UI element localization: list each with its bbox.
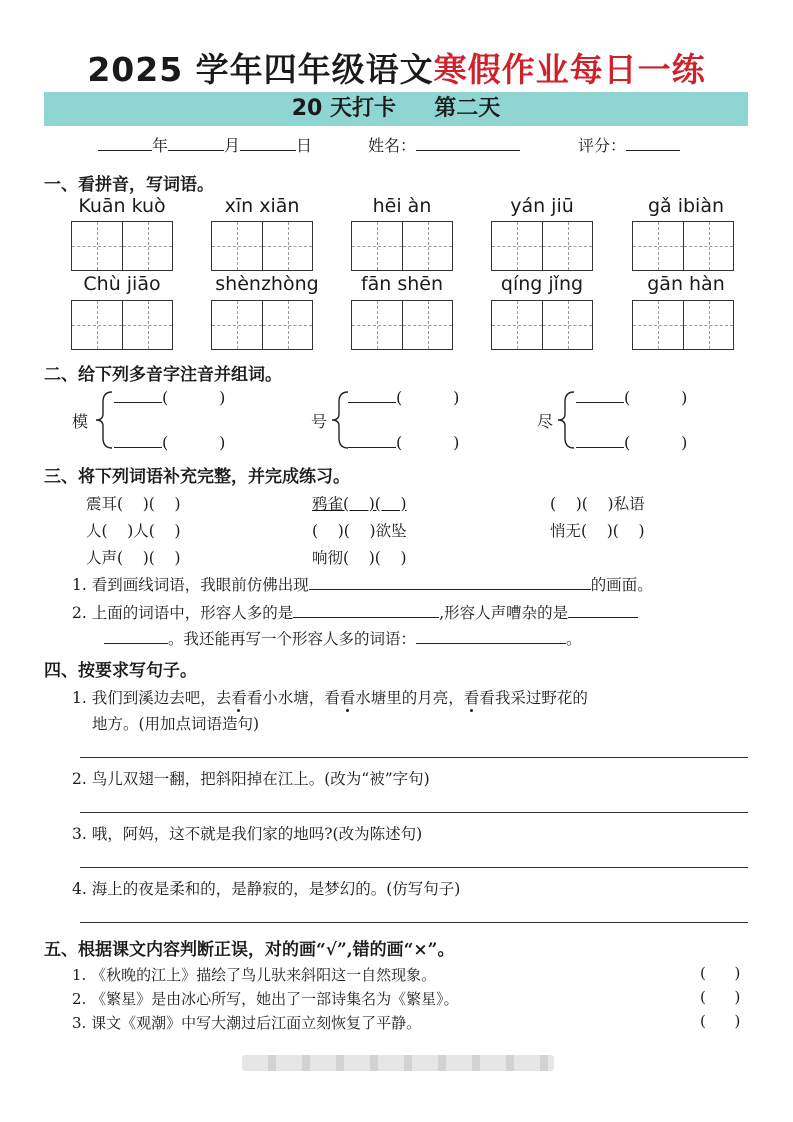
tianzige-grid[interactable] <box>351 300 453 350</box>
idiom-item[interactable]: ( )( )欲坠 <box>312 522 407 540</box>
judge-item-2: 2. 《繁星》是由冰心所写，她出了一部诗集名为《繁星》。 <box>72 990 459 1008</box>
year-label: 年 <box>152 136 169 155</box>
judge-answer-1[interactable]: ( ) <box>700 964 741 982</box>
polyphone-char: 尽 <box>537 412 554 431</box>
judge-item-1: 1. 《秋晚的江上》描绘了鸟儿驮来斜阳这一自然现象。 <box>72 966 437 984</box>
polyphone-row: ( ) <box>114 432 225 452</box>
tianzige-grid[interactable] <box>351 221 453 271</box>
pinyin-4: yán jiū <box>510 195 574 217</box>
answer-line[interactable] <box>80 812 748 813</box>
pinyin-8: fān shēn <box>360 273 444 295</box>
name-row <box>368 133 520 158</box>
title-black: 2025 学年四年级语文 <box>87 50 434 89</box>
polyphone-row: ( ) <box>348 432 459 452</box>
idiom-item[interactable]: 震耳( )( ) <box>86 495 181 513</box>
answer-line[interactable] <box>80 757 748 758</box>
section3-question-2: 2. 上面的词语中，形容人多的是 ,形容人声嘈杂的是 <box>72 601 638 623</box>
pinyin-blank[interactable] <box>576 432 624 448</box>
year-blank[interactable] <box>98 133 152 151</box>
brace-icon <box>330 390 350 450</box>
day-blank[interactable] <box>240 133 296 151</box>
idiom-item[interactable]: 悄无( )( ) <box>550 522 645 540</box>
name-label: 姓名： <box>368 136 417 155</box>
section2-heading: 二、给下列多音字注音并组词。 <box>44 365 282 385</box>
day-label: 日 <box>296 136 313 155</box>
pinyin-10: gān hàn <box>647 273 725 295</box>
pinyin-blank[interactable] <box>114 432 162 448</box>
section1-heading: 一、看拼音，写词语。 <box>44 175 214 195</box>
score-label: 评分： <box>578 136 627 155</box>
tianzige-grid[interactable] <box>632 221 734 271</box>
tianzige-grid[interactable] <box>491 221 593 271</box>
tianzige-grid[interactable] <box>632 300 734 350</box>
dotted-char: 看 <box>464 686 480 708</box>
pinyin-6: Chù jiāo <box>83 273 161 295</box>
month-blank[interactable] <box>168 133 224 151</box>
judge-answer-3[interactable]: ( ) <box>700 1012 741 1030</box>
answer-blank[interactable] <box>568 602 638 618</box>
pinyin-1: Kuān kuò <box>78 195 166 217</box>
section4-question-3: 3. 哦，阿妈，这不就是我们家的地吗?(改为陈述句) <box>72 825 423 843</box>
pinyin-3: hēi àn <box>372 195 432 217</box>
answer-blank[interactable] <box>293 602 439 618</box>
section3-question-2-cont: 。我还能再写一个形容人多的词语： 。 <box>104 627 582 649</box>
score-row <box>578 133 680 158</box>
blurred-watermark <box>242 1055 554 1071</box>
pinyin-2: xīn xiān <box>224 195 300 217</box>
title-red: 寒假作业每日一练 <box>433 50 706 89</box>
pinyin-7: shènzhòng <box>215 273 319 295</box>
polyphone-row: ( ) <box>114 387 225 407</box>
answer-blank[interactable] <box>104 628 168 644</box>
section3-heading: 三、将下列词语补充完整，并完成练习。 <box>44 467 350 487</box>
brace-icon <box>556 390 576 450</box>
section3-question-1: 1. 看到画线词语，我眼前仿佛出现 的画面。 <box>72 576 653 594</box>
polyphone-row: ( ) <box>348 387 459 407</box>
tianzige-grid[interactable] <box>491 300 593 350</box>
brace-icon <box>94 390 114 450</box>
pinyin-blank[interactable] <box>114 387 162 403</box>
tianzige-grid[interactable] <box>211 300 313 350</box>
judge-answer-2[interactable]: ( ) <box>700 988 741 1006</box>
pinyin-9: qíng jǐng <box>500 273 584 295</box>
answer-blank[interactable] <box>309 574 591 590</box>
day-band: 20 天打卡 第二天 <box>44 92 748 126</box>
tianzige-grid[interactable] <box>211 221 313 271</box>
pinyin-blank[interactable] <box>348 432 396 448</box>
answer-blank[interactable] <box>416 628 566 644</box>
polyphone-char: 号 <box>311 412 328 431</box>
polyphone-row: ( ) <box>576 387 687 407</box>
section4-question-4: 4. 海上的夜是柔和的，是静寂的，是梦幻的。(仿写句子) <box>72 880 461 898</box>
answer-line[interactable] <box>80 867 748 868</box>
polyphone-char: 模 <box>72 412 89 431</box>
tianzige-grid[interactable] <box>71 300 173 350</box>
idiom-item[interactable]: 响彻( )( ) <box>312 549 407 567</box>
pinyin-blank[interactable] <box>348 387 396 403</box>
section4-question-1-cont: 地方。(用加点词语造句) <box>92 715 260 733</box>
date-row <box>98 133 312 158</box>
section5-heading: 五、根据课文内容判断正误，对的画“√”,错的画“×”。 <box>44 940 455 960</box>
idiom-item[interactable]: 人( )人( ) <box>86 522 181 540</box>
section4-heading: 四、按要求写句子。 <box>44 661 197 681</box>
pinyin-5: gǎ ibiàn <box>647 195 725 217</box>
idiom-item[interactable]: ( )( )私语 <box>550 495 645 513</box>
idiom-item[interactable]: 人声( )( ) <box>86 549 181 567</box>
section4-question-2: 2. 鸟儿双翅一翻，把斜阳掉在江上。(改为“被”字句) <box>72 770 430 788</box>
polyphone-row: ( ) <box>576 432 687 452</box>
section4-question-1: 1. 我们到溪边去吧，去看看小水塘，看看水塘里的月亮，看看我采过野花的 <box>72 686 588 708</box>
idiom-item-underlined[interactable]: 鸦雀( )( ) <box>312 495 407 513</box>
month-label: 月 <box>224 136 241 155</box>
judge-item-3: 3. 课文《观潮》中写大潮过后江面立刻恢复了平静。 <box>72 1014 422 1032</box>
dotted-char: 看 <box>231 686 247 708</box>
answer-line[interactable] <box>80 922 748 923</box>
name-blank[interactable] <box>416 133 520 151</box>
tianzige-grid[interactable] <box>71 221 173 271</box>
pinyin-blank[interactable] <box>576 387 624 403</box>
dotted-char: 看 <box>340 686 356 708</box>
worksheet-title <box>0 44 793 91</box>
score-blank[interactable] <box>626 133 680 151</box>
